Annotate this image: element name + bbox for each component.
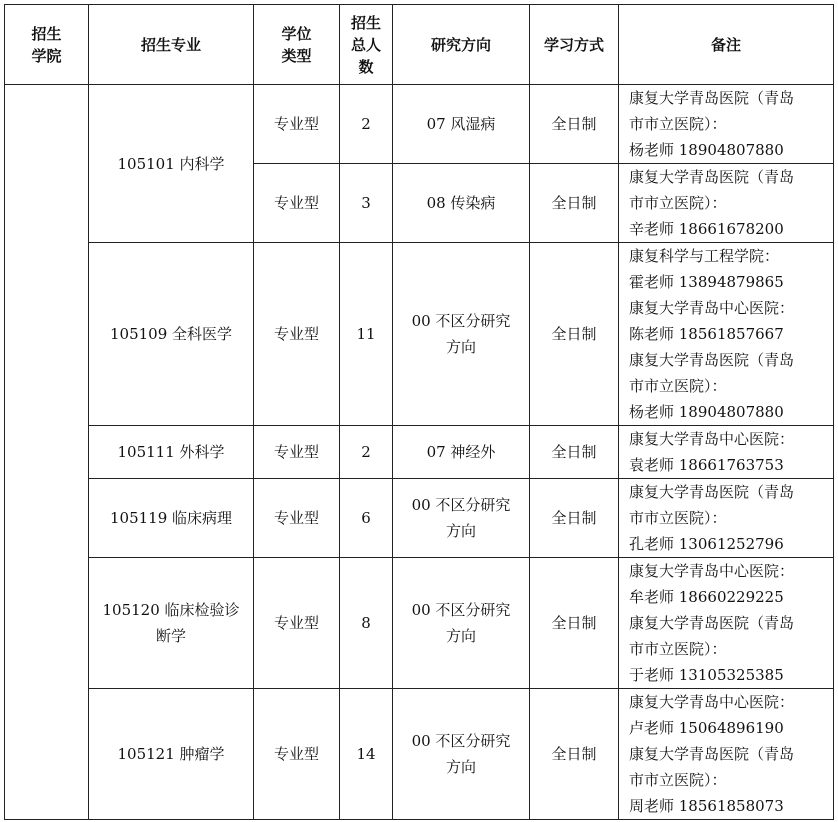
- remarks-cell: 康复大学青岛医院（青岛 市市立医院）： 杨老师 18904807880: [619, 85, 834, 164]
- header-direction: 研究方向: [393, 5, 530, 85]
- direction-cell: 07 风湿病: [393, 85, 530, 164]
- major-cell: 105121 肿瘤学: [89, 689, 254, 820]
- direction-cell: 00 不区分研究 方向: [393, 689, 530, 820]
- degree-type-cell: 专业型: [254, 558, 340, 689]
- study-mode-cell: 全日制: [530, 243, 619, 426]
- quota-cell: 2: [340, 85, 393, 164]
- header-major: 招生专业: [89, 5, 254, 85]
- header-study-mode: 学习方式: [530, 5, 619, 85]
- table-row: [5, 558, 834, 689]
- quota-cell: 8: [340, 558, 393, 689]
- header-row: [5, 5, 834, 85]
- study-mode-cell: 全日制: [530, 558, 619, 689]
- major-cell: 105120 临床检验诊 断学: [89, 558, 254, 689]
- study-mode-cell: 全日制: [530, 426, 619, 479]
- degree-type-cell: 专业型: [254, 243, 340, 426]
- remarks-cell: 康复大学青岛医院（青岛 市市立医院）： 孔老师 13061252796: [619, 479, 834, 558]
- college-cell: [5, 85, 89, 820]
- quota-cell: 6: [340, 479, 393, 558]
- degree-type-cell: 专业型: [254, 479, 340, 558]
- direction-cell: 07 神经外: [393, 426, 530, 479]
- direction-cell: 00 不区分研究 方向: [393, 479, 530, 558]
- admissions-table: [4, 4, 834, 820]
- major-cell: 105111 外科学: [89, 426, 254, 479]
- study-mode-cell: 全日制: [530, 85, 619, 164]
- degree-type-cell: 专业型: [254, 164, 340, 243]
- remarks-cell: 康复大学青岛中心医院： 牟老师 18660229225 康复大学青岛医院（青岛 市市立医院）： 于老师 13105325385: [619, 558, 834, 689]
- quota-cell: 14: [340, 689, 393, 820]
- header-quota: 招生 总人 数: [340, 5, 393, 85]
- remarks-cell: 康复大学青岛医院（青岛 市市立医院）： 辛老师 18661678200: [619, 164, 834, 243]
- major-cell: 105109 全科医学: [89, 243, 254, 426]
- table-row: [5, 689, 834, 820]
- direction-cell: 00 不区分研究 方向: [393, 243, 530, 426]
- remarks-cell: 康复大学青岛中心医院： 袁老师 18661763753: [619, 426, 834, 479]
- degree-type-cell: 专业型: [254, 689, 340, 820]
- direction-cell: 08 传染病: [393, 164, 530, 243]
- header-degree-type: 学位 类型: [254, 5, 340, 85]
- table-row: [5, 479, 834, 558]
- remarks-cell: 康复科学与工程学院： 霍老师 13894879865 康复大学青岛中心医院： 陈老师 18561857667 康复大学青岛医院（青岛 市市立医院）： 杨老师 18904807880: [619, 243, 834, 426]
- quota-cell: 2: [340, 426, 393, 479]
- quota-cell: 11: [340, 243, 393, 426]
- remarks-cell: 康复大学青岛中心医院： 卢老师 15064896190 康复大学青岛医院（青岛 市市立医院）： 周老师 18561858073: [619, 689, 834, 820]
- direction-cell: 00 不区分研究 方向: [393, 558, 530, 689]
- degree-type-cell: 专业型: [254, 426, 340, 479]
- table-row: [5, 426, 834, 479]
- header-college: 招生 学院: [5, 5, 89, 85]
- quota-cell: 3: [340, 164, 393, 243]
- study-mode-cell: 全日制: [530, 479, 619, 558]
- table-row: [5, 243, 834, 426]
- study-mode-cell: 全日制: [530, 164, 619, 243]
- header-remarks: 备注: [619, 5, 834, 85]
- major-cell: 105101 内科学: [89, 85, 254, 243]
- major-cell: 105119 临床病理: [89, 479, 254, 558]
- degree-type-cell: 专业型: [254, 85, 340, 164]
- table-row: [5, 85, 834, 164]
- study-mode-cell: 全日制: [530, 689, 619, 820]
